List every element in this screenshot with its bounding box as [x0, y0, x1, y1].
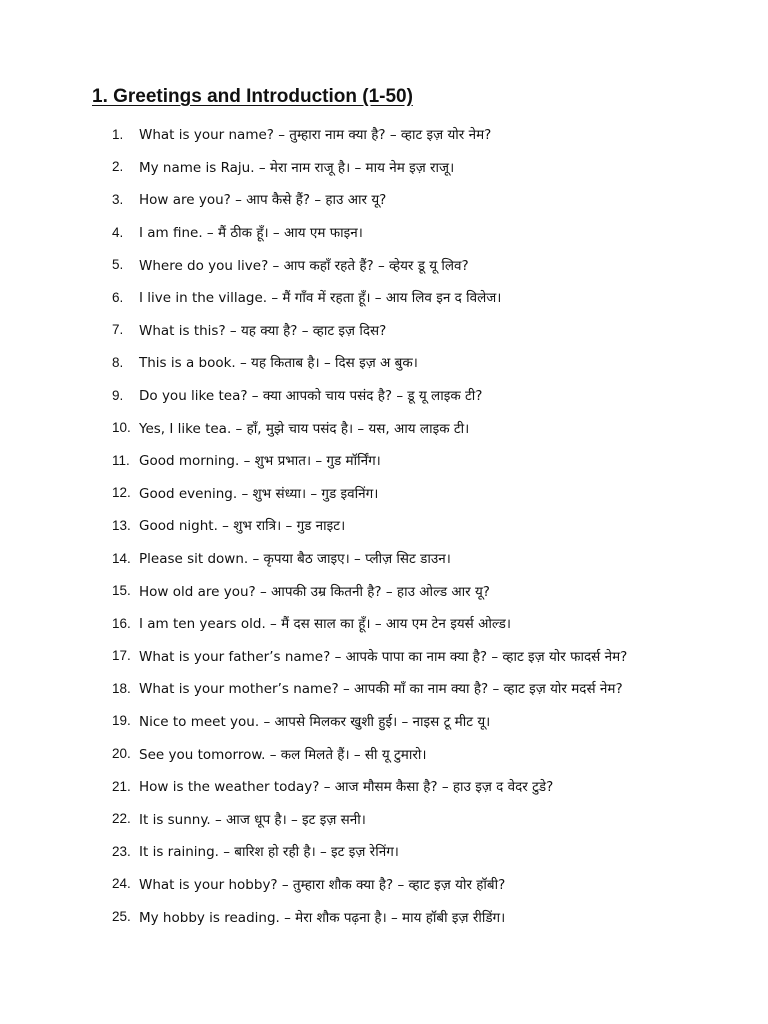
item-number: 11.	[112, 452, 130, 468]
item-text: How is the weather today? – आज मौसम कैसा है? – हाउ इज़ द वेदर टुडे?	[139, 779, 554, 796]
item-text: What is your hobby? – तुम्हारा शौक क्या है? – व्हाट इज़ योर हॉबी?	[139, 876, 506, 893]
item-number: 25.	[112, 909, 131, 925]
list-item	[112, 346, 752, 379]
phrase-list	[112, 118, 752, 933]
item-number: 24.	[112, 876, 131, 892]
list-item	[112, 216, 752, 249]
item-text: My hobby is reading. – मेरा शौक पढ़ना है। – माय हॉबी इज़ रीडिंग।	[139, 909, 506, 926]
list-item	[112, 183, 752, 216]
item-number: 16.	[112, 615, 131, 631]
item-number: 13.	[112, 517, 131, 533]
item-text: It is sunny. – आज धूप है। – इट इज़ सनी।	[139, 811, 366, 828]
item-number: 9.	[112, 387, 124, 403]
list-item	[112, 509, 752, 542]
list-item	[112, 314, 752, 347]
item-number: 3.	[112, 191, 124, 207]
item-text: See you tomorrow. – कल मिलते हैं। – सी यू टुमारो।	[139, 746, 427, 763]
item-number: 23.	[112, 843, 131, 859]
item-text: Good night. – शुभ रात्रि। – गुड नाइट।	[139, 518, 346, 535]
item-number: 6.	[112, 289, 124, 305]
item-number: 22.	[112, 811, 131, 827]
item-text: I live in the village. – मैं गाँव में रहता हूँ। – आय लिव इन द विलेज।	[139, 290, 502, 307]
item-number: 7.	[112, 322, 124, 338]
item-text: Yes, I like tea. – हाँ, मुझे चाय पसंद है। – यस, आय लाइक टी।	[139, 420, 470, 437]
item-number: 14.	[112, 550, 131, 566]
list-item	[112, 281, 752, 314]
item-number: 4.	[112, 224, 124, 240]
list-item	[112, 477, 752, 510]
item-number: 2.	[112, 159, 124, 175]
item-text: How old are you? – आपकी उम्र कितनी है? – हाउ ओल्ड आर यू?	[139, 583, 490, 600]
item-text: Where do you live? – आप कहाँ रहते हैं? – व्हेयर डू यू लिव?	[139, 257, 469, 274]
list-item	[112, 705, 752, 738]
item-number: 10.	[112, 420, 131, 436]
item-number: 17.	[112, 648, 131, 664]
list-item	[112, 574, 752, 607]
list-item	[112, 411, 752, 444]
list-item	[112, 248, 752, 281]
item-text: Nice to meet you. – आपसे मिलकर खुशी हुई। – नाइस टू मीट यू।	[139, 713, 491, 730]
item-number: 5.	[112, 257, 124, 273]
item-number: 21.	[112, 778, 131, 794]
list-item	[112, 770, 752, 803]
section-heading: 1. Greetings and Introduction (1-50)	[92, 86, 413, 107]
list-item	[112, 802, 752, 835]
list-item	[112, 672, 752, 705]
item-text: Good morning. – शुभ प्रभात। – गुड मॉर्निंग।	[139, 453, 381, 470]
list-item	[112, 868, 752, 901]
item-number: 15.	[112, 583, 131, 599]
item-text: What is this? – यह क्या है? – व्हाट इज़ दिस?	[139, 322, 387, 339]
item-number: 20.	[112, 746, 131, 762]
list-item	[112, 444, 752, 477]
item-text: What is your father’s name? – आपके पापा का नाम क्या है? – व्हाट इज़ योर फादर्स नेम?	[139, 648, 628, 665]
item-text: I am ten years old. – मैं दस साल का हूँ। – आय एम टेन इयर्स ओल्ड।	[139, 616, 511, 633]
list-item	[112, 640, 752, 673]
item-text: This is a book. – यह किताब है। – दिस इज़ अ बुक।	[139, 355, 418, 372]
item-number: 18.	[112, 680, 131, 696]
list-item	[112, 151, 752, 184]
list-item	[112, 835, 752, 868]
item-text: It is raining. – बारिश हो रही है। – इट इज़ रेनिंग।	[139, 844, 399, 861]
item-text: What is your mother’s name? – आपकी माँ का नाम क्या है? – व्हाट इज़ योर मदर्स नेम?	[139, 681, 623, 698]
item-text: How are you? – आप कैसे हैं? – हाउ आर यू?	[139, 192, 387, 209]
list-item	[112, 379, 752, 412]
list-item	[112, 542, 752, 575]
list-item	[112, 737, 752, 770]
list-item	[112, 900, 752, 933]
item-text: What is your name? – तुम्हारा नाम क्या है? – व्हाट इज़ योर नेम?	[139, 127, 492, 144]
item-number: 12.	[112, 485, 131, 501]
item-text: Do you like tea? – क्या आपको चाय पसंद है? – डू यू लाइक टी?	[139, 388, 483, 405]
item-number: 8.	[112, 354, 124, 370]
item-text: Good evening. – शुभ संध्या। – गुड इवनिंग।	[139, 485, 379, 502]
item-number: 19.	[112, 713, 131, 729]
item-text: My name is Raju. – मेरा नाम राजू है। – माय नेम इज़ राजू।	[139, 159, 455, 176]
item-text: Please sit down. – कृपया बैठ जाइए। – प्लीज़ सिट डाउन।	[139, 551, 451, 568]
list-item	[112, 607, 752, 640]
list-item	[112, 118, 752, 151]
item-number: 1.	[112, 126, 124, 142]
item-text: I am fine. – मैं ठीक हूँ। – आय एम फाइन।	[139, 225, 363, 242]
